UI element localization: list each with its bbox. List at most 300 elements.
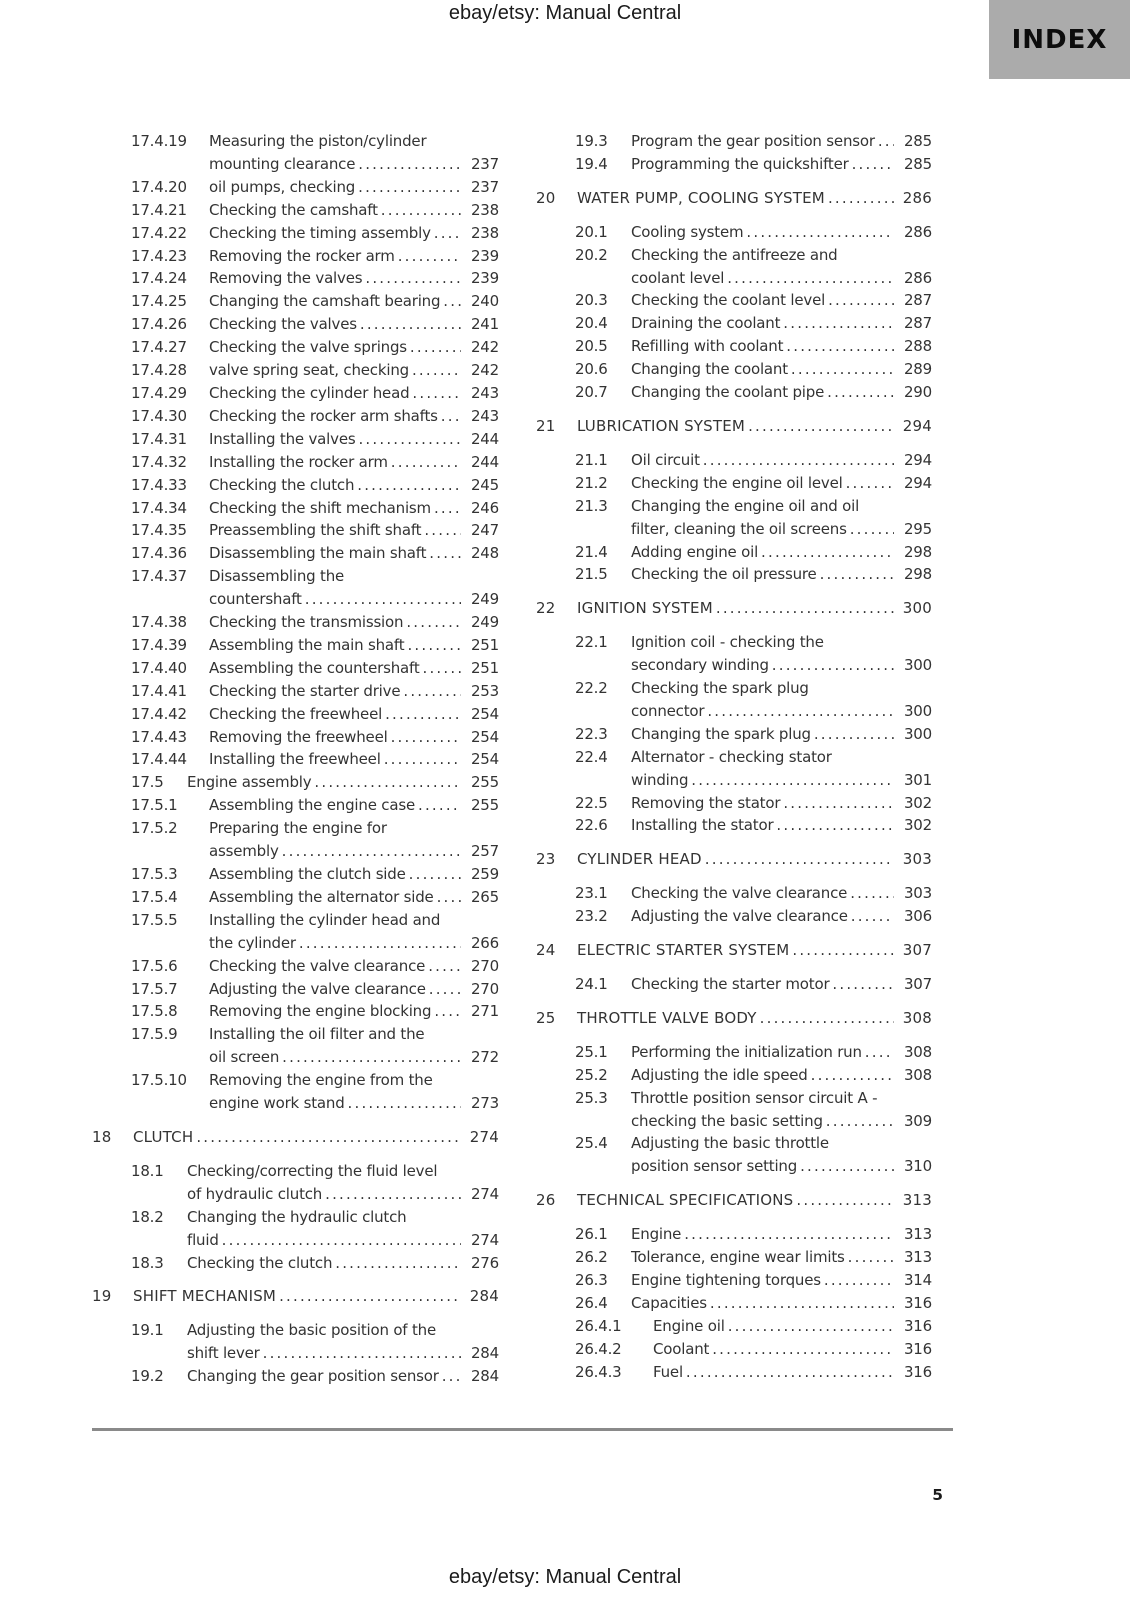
toc-entry-number: 17.4.43 bbox=[131, 727, 187, 746]
toc-entry-page-number: 237 bbox=[470, 154, 499, 173]
toc-entry bbox=[131, 1252, 499, 1275]
toc-entry-last-line bbox=[631, 1041, 894, 1064]
toc-entry-title bbox=[577, 848, 894, 871]
dot-leader bbox=[429, 978, 461, 1001]
toc-entry-last-line bbox=[631, 289, 894, 312]
toc-entry-title-line: Capacities bbox=[631, 1293, 707, 1312]
dot-leader bbox=[796, 1189, 894, 1212]
toc-entry-number: 21.1 bbox=[575, 450, 608, 469]
toc-entry-title-line: Installing the rocker arm bbox=[209, 452, 388, 471]
toc-entry bbox=[131, 428, 499, 451]
dot-leader bbox=[365, 267, 461, 290]
toc-entry-title bbox=[631, 130, 894, 153]
dot-leader bbox=[827, 381, 894, 404]
toc-entry-last-line bbox=[209, 519, 461, 542]
toc-entry-last-line bbox=[631, 1292, 894, 1315]
toc-entry-title-line: Engine tightening torques bbox=[631, 1270, 821, 1289]
toc-entry-title-line: Performing the initialization run bbox=[631, 1042, 862, 1061]
toc-entry-title-line: IGNITION SYSTEM bbox=[577, 599, 713, 618]
toc-entry-number: 22.5 bbox=[575, 793, 608, 812]
toc-entry-title-line: Assembling the countershaft bbox=[209, 658, 420, 677]
toc-entry-title-line: Preassembling the shift shaft bbox=[209, 521, 422, 540]
dot-leader bbox=[299, 932, 461, 955]
toc-entry-title bbox=[209, 863, 461, 886]
toc-entry-page-number: 274 bbox=[470, 1230, 499, 1249]
toc-entry-number: 20.5 bbox=[575, 337, 608, 356]
toc-entry-title bbox=[631, 563, 894, 586]
toc-entry bbox=[131, 703, 499, 726]
toc-entry bbox=[131, 657, 499, 680]
toc-entry-title bbox=[209, 497, 461, 520]
toc-entry-title bbox=[653, 1361, 894, 1384]
toc-entry-number: 17.5.9 bbox=[131, 1025, 178, 1044]
toc-entry-page-number: 238 bbox=[470, 223, 499, 242]
toc-entry-page-number: 298 bbox=[903, 565, 932, 584]
toc-entry-title bbox=[631, 1041, 894, 1064]
toc-entry-title bbox=[209, 542, 461, 565]
toc-entry-last-line bbox=[631, 541, 894, 564]
toc-entry-number: 17.4.33 bbox=[131, 475, 187, 494]
toc-entry-title bbox=[631, 746, 894, 792]
toc-entry-title bbox=[653, 1338, 894, 1361]
dot-leader bbox=[783, 312, 894, 335]
toc-entry-number: 17.4.40 bbox=[131, 658, 187, 677]
toc-entry-title-line: Checking the shift mechanism bbox=[209, 498, 431, 517]
dot-leader bbox=[358, 428, 461, 451]
toc-entry-title-line: checking the basic setting bbox=[631, 1111, 823, 1130]
toc-entry-number: 26.4.2 bbox=[575, 1339, 622, 1358]
toc-entry bbox=[575, 1246, 932, 1269]
dot-leader bbox=[710, 1292, 894, 1315]
toc-entry-last-line bbox=[631, 130, 894, 153]
toc-entry-title-line: Checking the engine oil level bbox=[631, 473, 843, 492]
toc-entry-title-line: position sensor setting bbox=[631, 1157, 798, 1176]
toc-entry bbox=[575, 472, 932, 495]
toc-entry-title-line: SHIFT MECHANISM bbox=[133, 1287, 277, 1306]
toc-entry-number: 17.5.2 bbox=[131, 819, 178, 838]
toc-column-right bbox=[536, 130, 932, 1388]
dot-leader bbox=[712, 1338, 894, 1361]
toc-entry-page-number: 285 bbox=[903, 154, 932, 173]
toc-entry bbox=[575, 1361, 932, 1384]
toc-entry bbox=[575, 312, 932, 335]
toc-entry-page-number: 259 bbox=[470, 865, 499, 883]
toc-entry-page-number: 237 bbox=[470, 177, 499, 196]
toc-entry bbox=[131, 199, 499, 222]
toc-entry-number: 21.2 bbox=[575, 473, 608, 492]
toc-entry-title bbox=[577, 187, 894, 210]
toc-entry-number: 19.3 bbox=[575, 132, 608, 150]
toc-entry-last-line bbox=[209, 497, 461, 520]
toc-entry-number: 20.2 bbox=[575, 245, 608, 264]
toc-entry-title-line: Adjusting the basic throttle bbox=[631, 1134, 829, 1153]
toc-entry-title-line: winding bbox=[631, 770, 689, 789]
toc-entry-title bbox=[209, 955, 461, 978]
toc-entry bbox=[131, 634, 499, 657]
toc-entry-title-line: Installing the stator bbox=[631, 816, 774, 835]
toc-entry-last-line bbox=[631, 1269, 894, 1292]
dot-leader bbox=[358, 153, 461, 176]
dot-leader bbox=[279, 1285, 461, 1308]
toc-entry-title-line: Checking the spark plug bbox=[631, 679, 809, 698]
toc-entry-title-line: coolant level bbox=[631, 268, 725, 287]
toc-entry-title bbox=[209, 634, 461, 657]
toc-entry-page-number: 294 bbox=[903, 473, 932, 492]
toc-entry-page-number: 316 bbox=[903, 1362, 932, 1381]
toc-entry-last-line bbox=[631, 814, 894, 837]
toc-entry-page-number: 240 bbox=[470, 292, 499, 311]
toc-entry-title bbox=[631, 973, 894, 996]
toc-entry-number: 26.1 bbox=[575, 1225, 608, 1244]
toc-entry-number: 21.4 bbox=[575, 542, 608, 561]
toc-entry-title bbox=[631, 814, 894, 837]
toc-entry-title-line: Disassembling the main shaft bbox=[209, 544, 427, 563]
toc-entry-title-line: Ignition coil - checking the bbox=[631, 633, 824, 652]
toc-entry bbox=[575, 1269, 932, 1292]
toc-entry-number: 20.1 bbox=[575, 222, 608, 241]
toc-entry-title-line: Engine assembly bbox=[187, 773, 312, 792]
dot-leader bbox=[716, 597, 894, 620]
toc-entry bbox=[575, 792, 932, 815]
dot-leader bbox=[800, 1155, 894, 1178]
toc-entry-last-line bbox=[209, 199, 461, 222]
toc-entry-title-line: Removing the engine blocking bbox=[209, 1002, 432, 1021]
toc-entry-number: 20.3 bbox=[575, 291, 608, 310]
toc-entry-last-line bbox=[631, 654, 894, 677]
toc-entry-last-line bbox=[631, 381, 894, 404]
toc-entry-title bbox=[631, 1087, 894, 1133]
toc-entry-title-line: Checking the starter motor bbox=[631, 975, 830, 993]
toc-entry-number: 17.5.6 bbox=[131, 956, 178, 975]
toc-entry-title bbox=[631, 1064, 894, 1087]
toc-entry-page-number: 298 bbox=[903, 542, 932, 561]
toc-entry-page-number: 301 bbox=[903, 770, 932, 789]
toc-entry bbox=[575, 973, 932, 996]
toc-entry bbox=[131, 611, 499, 634]
toc-entry-last-line bbox=[653, 1315, 894, 1338]
toc-entry-last-line bbox=[133, 1126, 461, 1149]
toc-entry-title-line: Checking the camshaft bbox=[209, 200, 378, 219]
toc-entry-page-number: 242 bbox=[470, 361, 499, 380]
toc-entry bbox=[131, 817, 499, 863]
toc-entry-title bbox=[209, 336, 461, 359]
toc-entry-title-line: Throttle position sensor circuit A - bbox=[631, 1088, 878, 1107]
toc-entry-number: 24 bbox=[536, 941, 556, 960]
toc-entry bbox=[575, 1338, 932, 1361]
toc-entry-page-number: 274 bbox=[469, 1127, 499, 1146]
toc-entry-last-line bbox=[209, 405, 461, 428]
dot-leader bbox=[348, 1092, 461, 1115]
toc-entry-last-line bbox=[209, 451, 461, 474]
toc-entry-last-line bbox=[631, 358, 894, 381]
toc-entry-title-line: Installing the freewheel bbox=[209, 750, 381, 769]
dot-leader bbox=[428, 955, 461, 978]
toc-entry-last-line bbox=[209, 634, 461, 657]
toc-entry-last-line bbox=[187, 1252, 461, 1275]
toc-entry-title bbox=[209, 726, 461, 749]
toc-entry-page-number: 300 bbox=[903, 724, 932, 743]
toc-entry-page-number: 310 bbox=[903, 1157, 932, 1176]
toc-entry-last-line bbox=[209, 474, 461, 497]
toc-entry-number: 17.4.21 bbox=[131, 200, 187, 219]
toc-entry bbox=[92, 1285, 499, 1308]
toc-entry-title bbox=[631, 153, 894, 176]
toc-entry-title-line: Checking the valve springs bbox=[209, 338, 407, 357]
toc-entry-last-line bbox=[209, 1046, 461, 1069]
toc-entry-last-line bbox=[631, 769, 894, 792]
toc-entry-number: 17.4.20 bbox=[131, 177, 187, 196]
dot-leader bbox=[684, 1223, 894, 1246]
toc-entry-title-line: Tolerance, engine wear limits bbox=[631, 1248, 845, 1267]
toc-entry-title-line: Checking the clutch bbox=[209, 475, 355, 494]
toc-entry-page-number: 249 bbox=[470, 613, 499, 632]
toc-entry-title-line: secondary winding bbox=[631, 656, 769, 675]
toc-entry-number: 17.4.41 bbox=[131, 681, 187, 700]
toc-entry-title bbox=[631, 495, 894, 541]
toc-entry-last-line bbox=[209, 313, 461, 336]
toc-entry bbox=[131, 267, 499, 290]
toc-entry-number: 20.6 bbox=[575, 360, 608, 379]
toc-entry-number: 17.4.39 bbox=[131, 635, 187, 654]
toc-entry-page-number: 307 bbox=[902, 941, 932, 960]
dot-leader bbox=[850, 882, 894, 905]
toc-entry-title-line: Changing the engine oil and oil bbox=[631, 496, 860, 515]
toc-entry-last-line bbox=[577, 187, 894, 210]
toc-entry-page-number: 251 bbox=[470, 635, 499, 654]
dot-leader bbox=[434, 1000, 461, 1023]
toc-entry-title-line: Adjusting the basic position of the bbox=[187, 1321, 436, 1340]
toc-entry bbox=[575, 130, 932, 153]
toc-entry-last-line bbox=[209, 176, 461, 199]
toc-entry-title-line: Installing the oil filter and the bbox=[209, 1025, 425, 1044]
dot-leader bbox=[811, 1064, 894, 1087]
dot-leader bbox=[407, 634, 461, 657]
toc-entry-title bbox=[209, 245, 461, 268]
dot-leader bbox=[832, 973, 894, 996]
toc-entry-title-line: Removing the engine from the bbox=[209, 1071, 433, 1090]
toc-entry-page-number: 286 bbox=[903, 222, 932, 241]
toc-entry bbox=[536, 187, 932, 210]
toc-entry-number: 26.4 bbox=[575, 1293, 608, 1312]
toc-entry-title-line: Disassembling the bbox=[209, 567, 345, 586]
toc-entry-last-line bbox=[209, 886, 461, 909]
toc-entry-page-number: 270 bbox=[470, 956, 499, 975]
toc-entry-last-line bbox=[187, 1183, 461, 1206]
toc-entry-title bbox=[209, 794, 461, 817]
toc-entry bbox=[131, 382, 499, 405]
dot-leader bbox=[418, 794, 461, 817]
toc-entry-number: 19.4 bbox=[575, 154, 608, 173]
toc-entry-page-number: 294 bbox=[903, 450, 932, 469]
dot-leader bbox=[441, 405, 461, 428]
toc-entry-title-line: Installing the valves bbox=[209, 429, 356, 448]
toc-entry-title-line: Changing the spark plug bbox=[631, 724, 811, 743]
toc-entry-page-number: 313 bbox=[902, 1191, 932, 1210]
toc-entry-last-line bbox=[209, 611, 461, 634]
toc-entry-title bbox=[631, 677, 894, 723]
toc-entry-number: 17.4.35 bbox=[131, 521, 187, 540]
toc-entry-page-number: 249 bbox=[470, 590, 499, 609]
toc-entry-number: 26.2 bbox=[575, 1248, 608, 1267]
toc-entry bbox=[575, 449, 932, 472]
toc-entry bbox=[131, 542, 499, 565]
toc-entry-title-line: oil pumps, checking bbox=[209, 177, 356, 196]
toc-entry-number: 23.2 bbox=[575, 907, 608, 926]
footer-rule bbox=[92, 1428, 953, 1431]
toc-entry bbox=[131, 1069, 499, 1115]
toc-entry bbox=[131, 451, 499, 474]
toc-entry-title bbox=[631, 221, 894, 244]
toc-entry-title-line: Changing the coolant bbox=[631, 360, 788, 379]
toc-entry bbox=[131, 794, 499, 817]
toc-entry-last-line bbox=[209, 863, 461, 886]
toc-entry bbox=[131, 886, 499, 909]
toc-entry-number: 21.5 bbox=[575, 565, 608, 584]
toc-entry-last-line bbox=[577, 848, 894, 871]
toc-entry-title bbox=[631, 381, 894, 404]
toc-entry-page-number: 303 bbox=[902, 850, 932, 869]
toc-entry-page-number: 290 bbox=[903, 383, 932, 402]
toc-entry bbox=[131, 245, 499, 268]
dot-leader bbox=[391, 451, 461, 474]
dot-leader bbox=[424, 519, 461, 542]
dot-leader bbox=[429, 542, 461, 565]
dot-leader bbox=[385, 703, 461, 726]
toc-entry-title-line: Removing the freewheel bbox=[209, 727, 388, 746]
dot-leader bbox=[434, 497, 461, 520]
dot-leader bbox=[852, 153, 894, 176]
toc-entry-title-line: the cylinder bbox=[209, 933, 296, 952]
toc-entry bbox=[536, 1189, 932, 1212]
dot-leader bbox=[412, 359, 461, 382]
toc-entry-title-line: Installing the cylinder head and bbox=[209, 910, 441, 929]
toc-entry bbox=[536, 848, 932, 871]
toc-entry-title bbox=[631, 882, 894, 905]
toc-entry-title-line: Assembling the main shaft bbox=[209, 635, 405, 654]
dot-leader bbox=[772, 654, 894, 677]
dot-leader bbox=[314, 771, 461, 794]
toc-entry-title bbox=[209, 978, 461, 1001]
toc-entry-title bbox=[577, 1189, 894, 1212]
toc-entry-title-line: Checking the rocker arm shafts bbox=[209, 406, 438, 425]
toc-entry-title bbox=[187, 1206, 461, 1252]
toc-entry-number: 17.5.5 bbox=[131, 910, 178, 929]
toc-entry-title-line: Removing the rocker arm bbox=[209, 246, 395, 265]
toc-entry-title-line: filter, cleaning the oil screens bbox=[631, 519, 847, 538]
toc-entry-last-line bbox=[653, 1338, 894, 1361]
toc-entry-page-number: 253 bbox=[470, 681, 499, 700]
toc-entry-title bbox=[209, 748, 461, 771]
toc-entry bbox=[575, 1292, 932, 1315]
toc-entry-title bbox=[209, 405, 461, 428]
toc-entry-title bbox=[187, 1252, 461, 1275]
toc-entry-number: 18 bbox=[92, 1127, 112, 1146]
toc-entry-title bbox=[577, 597, 894, 620]
toc-entry-title-line: engine work stand bbox=[209, 1094, 345, 1113]
dot-leader bbox=[828, 289, 894, 312]
toc-entry-page-number: 255 bbox=[470, 796, 499, 815]
dot-leader bbox=[850, 518, 894, 541]
toc-column-left bbox=[92, 130, 499, 1388]
toc-entry bbox=[131, 1023, 499, 1069]
toc-entry-last-line bbox=[577, 1189, 894, 1212]
toc-entry-number: 26 bbox=[536, 1191, 556, 1210]
toc-entry-title bbox=[209, 565, 461, 611]
toc-entry bbox=[131, 726, 499, 749]
toc-entry-page-number: 287 bbox=[903, 314, 932, 333]
toc-entry bbox=[131, 474, 499, 497]
toc-entry-title bbox=[631, 1223, 894, 1246]
toc-entry-title bbox=[631, 289, 894, 312]
toc-entry-page-number: 239 bbox=[470, 246, 499, 265]
toc-entry-title-line: Cooling system bbox=[631, 222, 744, 241]
toc-entry-title bbox=[209, 1000, 461, 1023]
dot-leader bbox=[783, 792, 894, 815]
toc-entry bbox=[575, 677, 932, 723]
toc-entry bbox=[575, 541, 932, 564]
toc-entry-number: 19.2 bbox=[131, 1367, 164, 1386]
toc-entry-number: 20.4 bbox=[575, 314, 608, 333]
toc-entry-last-line bbox=[631, 882, 894, 905]
toc-entry-number: 22.6 bbox=[575, 816, 608, 835]
toc-entry-last-line bbox=[209, 726, 461, 749]
dot-leader bbox=[851, 905, 894, 928]
toc-entry-last-line bbox=[209, 748, 461, 771]
toc-entry-number: 17.4.26 bbox=[131, 315, 187, 334]
toc-entry-title-line: Measuring the piston/cylinder bbox=[209, 132, 427, 150]
toc-entry-page-number: 284 bbox=[469, 1287, 499, 1306]
dot-leader bbox=[705, 848, 894, 871]
toc-entry-number: 17.4.29 bbox=[131, 383, 187, 402]
toc-entry-title-line: Adjusting the idle speed bbox=[631, 1065, 808, 1084]
toc-entry-last-line bbox=[653, 1361, 894, 1384]
toc-entry-last-line bbox=[209, 932, 461, 955]
dot-leader bbox=[360, 313, 461, 336]
toc-entry-number: 17.4.31 bbox=[131, 429, 187, 448]
toc-entry-number: 17.4.38 bbox=[131, 613, 187, 632]
dot-leader bbox=[357, 474, 461, 497]
toc-entry bbox=[575, 1132, 932, 1178]
toc-entry-number: 19.1 bbox=[131, 1321, 164, 1340]
toc-entry-page-number: 272 bbox=[470, 1048, 499, 1067]
dot-leader bbox=[412, 382, 461, 405]
index-tab bbox=[989, 0, 1130, 79]
toc-entry-last-line bbox=[631, 700, 894, 723]
toc-entry-title bbox=[209, 519, 461, 542]
toc-entry-title bbox=[209, 1069, 461, 1115]
toc-entry-number: 17.4.32 bbox=[131, 452, 187, 471]
dot-leader bbox=[398, 245, 461, 268]
toc-entry bbox=[575, 381, 932, 404]
toc-entry bbox=[131, 1365, 499, 1388]
toc-entry-page-number: 284 bbox=[470, 1344, 499, 1363]
toc-entry-last-line bbox=[209, 794, 461, 817]
toc-entry-title bbox=[187, 1365, 461, 1388]
table-of-contents bbox=[92, 130, 932, 1388]
toc-entry-number: 17.4.30 bbox=[131, 406, 187, 425]
toc-entry-last-line bbox=[631, 472, 894, 495]
dot-leader bbox=[776, 814, 894, 837]
dot-leader bbox=[222, 1229, 461, 1252]
toc-entry-number: 17.4.25 bbox=[131, 292, 187, 311]
toc-entry-title bbox=[209, 817, 461, 863]
toc-entry bbox=[536, 939, 932, 962]
toc-entry-title bbox=[209, 886, 461, 909]
toc-entry-last-line bbox=[209, 1092, 461, 1115]
toc-entry-title bbox=[577, 415, 894, 438]
toc-entry-last-line bbox=[209, 267, 461, 290]
toc-entry-last-line bbox=[631, 723, 894, 746]
